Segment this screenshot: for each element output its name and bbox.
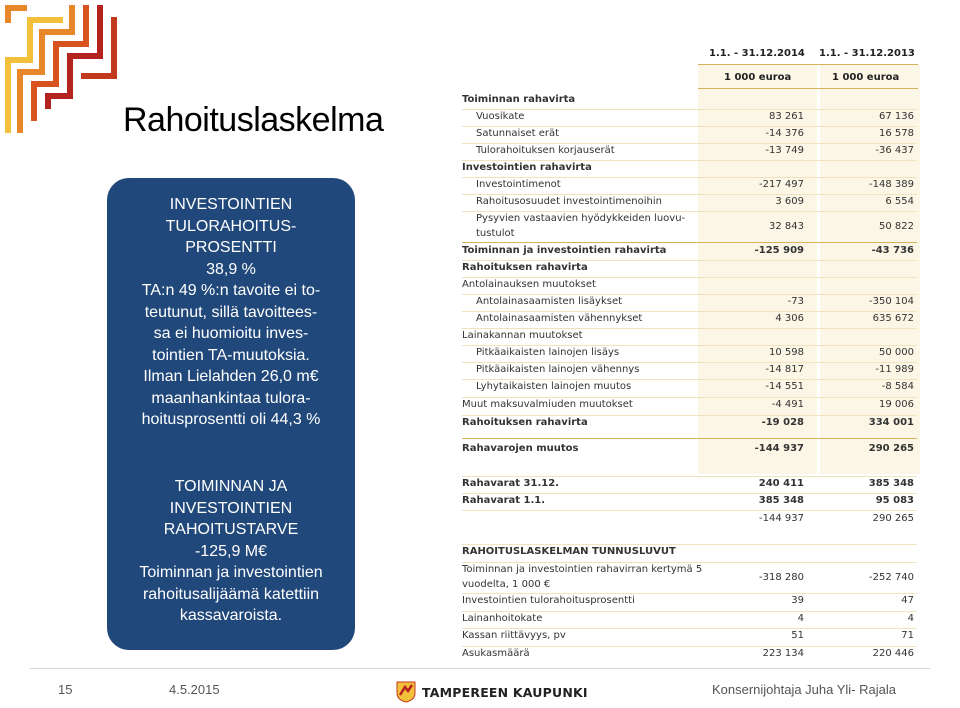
- value-2013: 67 136: [879, 111, 914, 122]
- header-rule: [698, 88, 918, 89]
- row-rule: [462, 593, 917, 594]
- row-label: Toiminnan ja investointien rahavirran kertymä 5: [462, 564, 703, 575]
- value-2014: 4 306: [775, 313, 804, 324]
- brand-name: TAMPEREEN KAUPUNKI: [422, 684, 588, 700]
- table-row: [462, 399, 922, 416]
- row-rule: [462, 379, 917, 380]
- row-rule: [462, 143, 917, 144]
- header-rule: [698, 64, 918, 65]
- row-rule: [462, 493, 917, 494]
- value-2013: 71: [901, 630, 914, 641]
- table-row: [462, 595, 922, 612]
- value-2013: 6 554: [885, 196, 914, 207]
- table-row: [462, 381, 922, 398]
- value-2014: 3 609: [775, 196, 804, 207]
- callout-line: kassavaroista.: [179, 607, 283, 624]
- table-row: [462, 564, 922, 596]
- value-2014: 4: [797, 613, 804, 624]
- row-rule: [462, 510, 917, 511]
- row-rule: [462, 177, 917, 178]
- slide-title: Rahoituslaskelma: [123, 101, 384, 139]
- row-label: Rahoituksen rahavirta: [462, 417, 588, 428]
- row-rule: [462, 544, 917, 545]
- callout-line: INVESTOINTIEN: [169, 499, 293, 517]
- row-label: Tulorahoituksen korjauserät: [476, 145, 615, 156]
- column-header-2014: 1.1. - 31.12.2014: [709, 48, 805, 59]
- row-rule: [462, 126, 917, 127]
- row-label: Rahavarojen muutos: [462, 443, 579, 454]
- row-label: Pysyvien vastaavien hyödykkeiden luovu-: [476, 213, 686, 224]
- slide-date: 4.5.2015: [169, 682, 220, 697]
- table-row: [462, 443, 922, 460]
- callout-block-funding: [107, 476, 355, 627]
- row-label: Rahavarat 1.1.: [462, 495, 546, 506]
- row-label: Asukasmäärä: [462, 648, 530, 659]
- callout-line: sa ei huomioitu inves-: [153, 325, 309, 342]
- row-label: RAHOITUSLASKELMAN TUNNUSLUVUT: [462, 546, 676, 557]
- row-rule: [462, 611, 917, 612]
- row-label: Antolainauksen muutokset: [462, 279, 596, 290]
- value-2013: 50 000: [879, 347, 914, 358]
- table-row: [462, 546, 922, 563]
- value-2013: -36 437: [875, 145, 914, 156]
- value-2014: 51: [791, 630, 804, 641]
- value-2013: 50 822: [879, 221, 914, 232]
- table-row: [462, 513, 922, 530]
- value-2014: -4 491: [771, 399, 804, 410]
- row-rule: [462, 109, 917, 110]
- value-2013: -11 989: [875, 364, 914, 375]
- value-2013: 635 672: [872, 313, 914, 324]
- value-2014: 39: [791, 595, 804, 606]
- row-rule: [462, 438, 917, 439]
- value-2014: -13 749: [765, 145, 804, 156]
- row-label: Rahoituksen rahavirta: [462, 262, 588, 273]
- value-2014: 32 843: [769, 221, 804, 232]
- row-label: Rahavarat 31.12.: [462, 478, 559, 489]
- row-label: Investointimenot: [476, 179, 561, 190]
- value-2013: 385 348: [868, 478, 914, 489]
- row-rule: [462, 277, 917, 278]
- table-row: [462, 648, 922, 665]
- value-2014: 240 411: [758, 478, 804, 489]
- callout-line: INVESTOINTIEN: [169, 196, 293, 213]
- row-label: Rahoitusosuudet investointimenoihin: [476, 196, 662, 207]
- value-2014: 385 348: [758, 495, 804, 506]
- row-label: Satunnaiset erät: [476, 128, 560, 139]
- value-2013: 334 001: [868, 417, 914, 428]
- value-2013: 47: [901, 595, 914, 606]
- value-2013: 290 265: [872, 513, 914, 524]
- callout-line: Ilman Lielahden 26,0 m€: [143, 368, 319, 385]
- row-label: Vuosikate: [476, 111, 525, 122]
- callout-line: 38,9 %: [206, 260, 256, 278]
- table-row: [462, 630, 922, 647]
- row-rule: [462, 160, 917, 161]
- value-2013: -350 104: [869, 296, 914, 307]
- cash-flow-table: [462, 44, 922, 664]
- tampere-crest-icon: [396, 681, 416, 703]
- row-label: Lainanhoitokate: [462, 613, 543, 624]
- decorative-logo-pattern: [0, 0, 135, 135]
- row-rule: [462, 194, 917, 195]
- value-2013: -252 740: [869, 572, 914, 583]
- column-header-2013: 1.1. - 31.12.2013: [819, 48, 915, 59]
- row-rule: [462, 628, 917, 629]
- row-label: Lyhytaikaisten lainojen muutos: [476, 381, 632, 392]
- unit-header-2013: 1 000 euroa: [832, 72, 900, 83]
- callout-line: Toiminnan ja investointien: [139, 564, 323, 581]
- callout-panel: [107, 178, 355, 650]
- value-2014: -217 497: [759, 179, 804, 190]
- value-2014: -144 937: [759, 513, 804, 524]
- row-rule: [462, 562, 917, 563]
- row-label: Toiminnan ja investointien rahavirta: [462, 245, 667, 256]
- callout-line: PROSENTTI: [185, 239, 277, 256]
- row-label: Investointien rahavirta: [462, 162, 592, 173]
- value-2014: -19 028: [761, 417, 804, 428]
- author-name: Konsernijohtaja Juha Yli- Rajala: [711, 682, 896, 697]
- row-rule: [462, 397, 917, 398]
- value-2014: -14 376: [765, 128, 804, 139]
- row-rule: [462, 345, 917, 346]
- value-2014: -73: [787, 296, 804, 307]
- value-2014: 83 261: [769, 111, 804, 122]
- value-2013: 4: [907, 613, 914, 624]
- value-2014: -318 280: [759, 572, 804, 583]
- footer-divider: [30, 668, 930, 669]
- callout-line: tointien TA-muutoksia.: [152, 346, 310, 364]
- callout-line: TULORAHOITUS-: [165, 217, 297, 235]
- callout-line: maanhankintaa tulora-: [151, 389, 311, 407]
- row-rule: [462, 476, 917, 477]
- value-2014: -14 551: [765, 381, 804, 392]
- page-number: 15: [58, 682, 73, 697]
- table-row: [462, 417, 922, 434]
- row-rule: [462, 311, 917, 312]
- row-rule: [462, 294, 917, 295]
- callout-block-investment: [107, 194, 355, 431]
- row-rule: [462, 211, 917, 212]
- row-label: Pitkäaikaisten lainojen lisäys: [476, 347, 620, 358]
- callout-line: RAHOITUSTARVE: [163, 521, 299, 538]
- row-rule: [462, 242, 917, 243]
- value-2013: 220 446: [872, 648, 914, 659]
- value-2014: -144 937: [754, 443, 804, 454]
- table-row: [462, 213, 922, 245]
- row-label: Investointien tulorahoitusprosentti: [462, 595, 635, 606]
- row-rule: [462, 260, 917, 261]
- row-label-continued: vuodelta, 1 000 €: [462, 579, 551, 590]
- callout-line: hoitusprosentti oli 44,3 %: [141, 411, 321, 428]
- row-label: Toiminnan rahavirta: [462, 94, 576, 105]
- unit-header-2014: 1 000 euroa: [724, 72, 792, 83]
- row-label-continued: tustulot: [476, 228, 515, 239]
- value-2013: 95 083: [875, 495, 914, 506]
- value-2013: -148 389: [869, 179, 914, 190]
- value-2014: 223 134: [762, 648, 804, 659]
- row-rule: [462, 328, 917, 329]
- callout-line: teutunut, sillä tavoittees-: [144, 303, 318, 321]
- row-label: Pitkäaikaisten lainojen vähennys: [476, 364, 640, 375]
- value-2014: 10 598: [769, 347, 804, 358]
- callout-line: -125,9 M€: [194, 542, 268, 560]
- row-label: Kassan riittävyys, pv: [462, 630, 566, 641]
- value-2013: -43 736: [871, 245, 914, 256]
- row-rule: [462, 646, 917, 647]
- value-2013: 16 578: [879, 128, 914, 139]
- row-label: Muut maksuvalmiuden muutokset: [462, 399, 633, 410]
- row-rule: [462, 362, 917, 363]
- value-2013: 290 265: [868, 443, 914, 454]
- brand-logo: [396, 681, 588, 703]
- value-2013: 19 006: [879, 399, 914, 410]
- row-rule: [462, 415, 917, 416]
- value-2013: -8 584: [881, 381, 914, 392]
- callout-line: rahoitusalijäämä katettiin: [142, 585, 320, 603]
- row-label: Antolainasaamisten lisäykset: [476, 296, 623, 307]
- value-2014: -125 909: [754, 245, 804, 256]
- row-label: Antolainasaamisten vähennykset: [476, 313, 643, 324]
- value-2014: -14 817: [765, 364, 804, 375]
- row-label: Lainakannan muutokset: [462, 330, 583, 341]
- callout-line: TA:n 49 %:n tavoite ei to-: [141, 282, 321, 299]
- callout-line: TOIMINNAN JA: [174, 478, 288, 495]
